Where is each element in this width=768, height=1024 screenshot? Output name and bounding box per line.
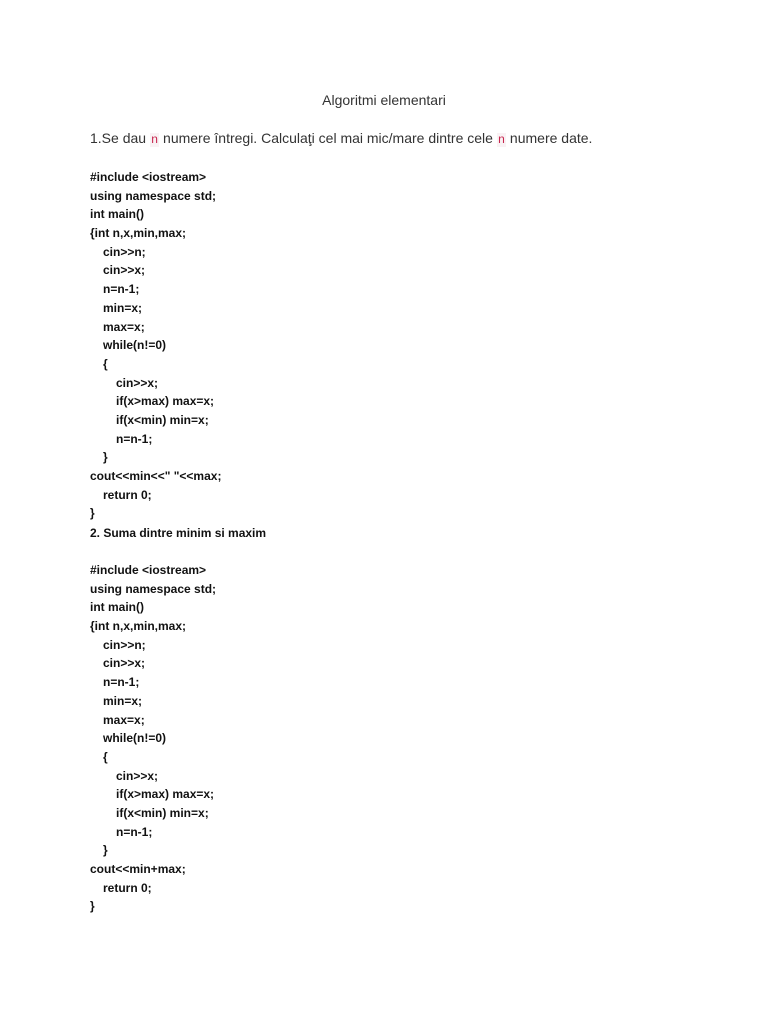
- task-1-statement: [90, 130, 730, 147]
- document-title: Algoritmi elementari: [322, 92, 446, 108]
- code-line: if(x>max) max=x;: [116, 787, 215, 802]
- code-line: cout<<min<<" "<<max;: [90, 469, 222, 483]
- code-line: max=x;: [103, 712, 145, 727]
- code-line: }: [90, 899, 95, 914]
- code-line: while(n!=0): [103, 731, 167, 746]
- code-line: n=n-1;: [103, 282, 140, 297]
- code-line: cin>>x;: [116, 375, 159, 390]
- code-line: cin>>n;: [103, 637, 146, 652]
- code-line: cin>>n;: [103, 244, 146, 259]
- code-line: return 0;: [103, 487, 152, 502]
- code-line: return 0;: [103, 880, 152, 895]
- code-line: {int n,x,min,max;: [90, 619, 187, 634]
- code-line: if(x<min) min=x;: [116, 805, 209, 820]
- code-line: {int n,x,min,max;: [90, 226, 187, 241]
- code-line: }: [103, 843, 108, 858]
- code-line: max=x;: [103, 319, 145, 334]
- task-2-heading: 2. Suma dintre minim si maxim: [90, 526, 267, 540]
- code-line: n=n-1;: [116, 431, 153, 446]
- code-line: cout<<min+max;: [90, 862, 186, 876]
- code-line: #include <iostream>: [90, 563, 207, 577]
- code-line: #include <iostream>: [90, 170, 207, 184]
- code-line: while(n!=0): [103, 338, 167, 353]
- code-line: int main(): [90, 207, 144, 222]
- inline-code-n: n: [150, 133, 159, 147]
- code-line: {: [103, 356, 108, 371]
- code-line: using namespace std;: [90, 188, 217, 203]
- code-line: cin>>x;: [116, 768, 159, 783]
- code-line: }: [103, 450, 108, 465]
- inline-code-n: n: [497, 133, 506, 147]
- task-1-prefix: 1.Se dau: [90, 130, 150, 146]
- code-line: using namespace std;: [90, 581, 217, 596]
- task-1-middle: numere întregi. Calculaţi cel mai mic/mare dintre cele: [159, 130, 497, 146]
- code-line: }: [90, 506, 95, 521]
- code-line: if(x>max) max=x;: [116, 394, 215, 409]
- code-line: cin>>x;: [103, 656, 146, 671]
- code-line: n=n-1;: [103, 675, 140, 690]
- code-line: cin>>x;: [103, 263, 146, 278]
- code-line: {: [103, 749, 108, 764]
- code-line: min=x;: [103, 300, 143, 315]
- code-line: n=n-1;: [116, 824, 153, 839]
- code-line: int main(): [90, 600, 144, 615]
- code-block-2: [90, 561, 690, 916]
- code-line: if(x<min) min=x;: [116, 412, 209, 427]
- code-block-1: [90, 168, 690, 523]
- code-line: min=x;: [103, 693, 143, 708]
- task-1-suffix: numere date.: [506, 130, 593, 146]
